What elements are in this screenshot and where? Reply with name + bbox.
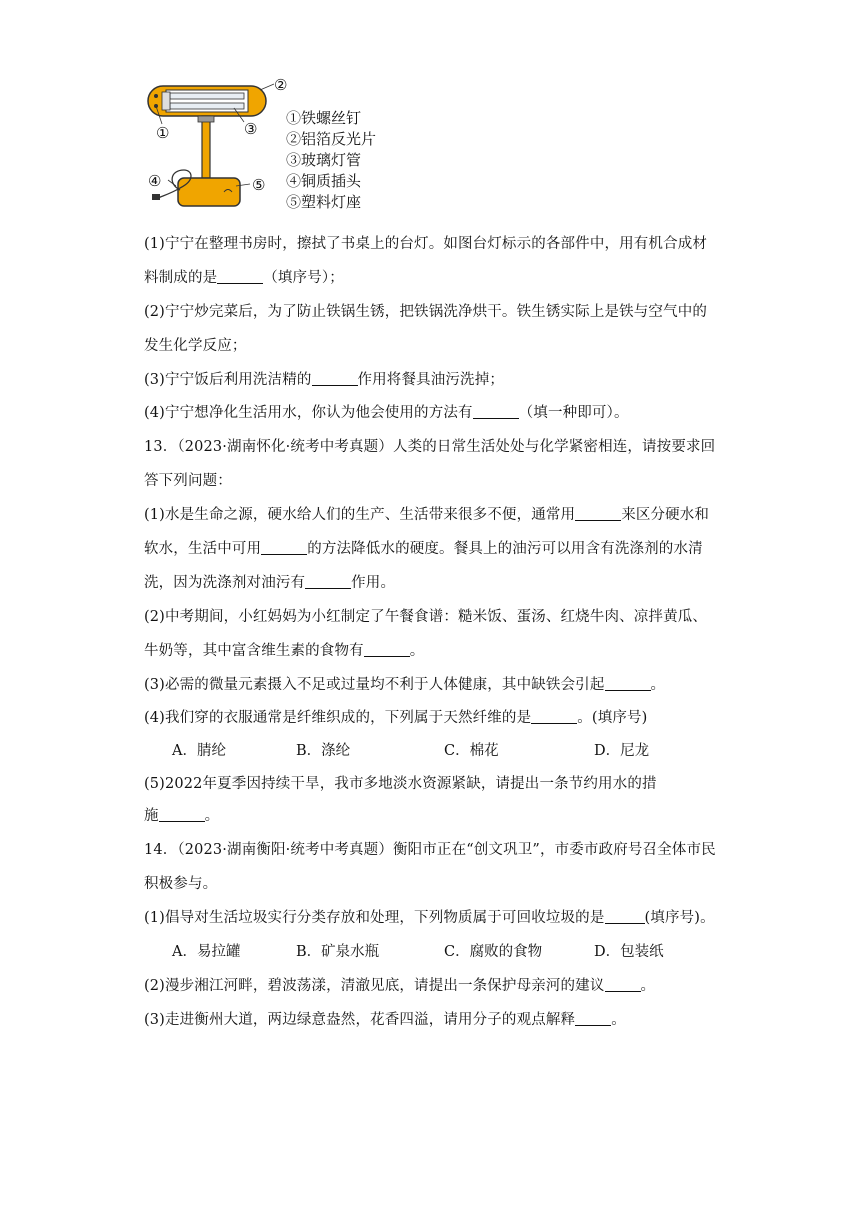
answer-blank[interactable] (364, 642, 410, 657)
q12-part2-line1: (2)宁宁炒完菜后，为了防止铁锅生锈，把铁锅洗净烘干。铁生锈实际上是铁与空气中的 (144, 304, 708, 320)
q13-option-c[interactable]: C．棉花 (444, 743, 499, 759)
q13-part3: (3)必需的微量元素摄入不足或过量均不利于人体健康，其中缺铁会引起 。 (144, 677, 666, 693)
q13-part1-line1: (1)水是生命之源，硬水给人们的生产、生活带来很多不便，通常用 来区分硬水和 (144, 507, 710, 523)
q13-option-d[interactable]: D．尼龙 (594, 743, 650, 759)
answer-blank[interactable] (605, 977, 641, 992)
answer-blank[interactable] (261, 540, 307, 555)
q14-part2: (2)漫步湘江河畔，碧波荡漾，清澈见底，请提出一条保护母亲河的建议 。 (144, 978, 656, 994)
callout-4: ④ (148, 172, 162, 190)
answer-blank[interactable] (312, 371, 358, 386)
callout-5: ⑤ (252, 176, 266, 194)
answer-blank[interactable] (217, 269, 263, 284)
q12-part1-line1: (1)宁宁在整理书房时，擦拭了书桌上的台灯。如图台灯标示的各部件中，用有机合成材 (144, 236, 708, 252)
q14-part1: (1)倡导对生活垃圾实行分类存放和处理，下列物质属于可回收垃圾的是 (填序号)。 (144, 910, 715, 926)
answer-blank[interactable] (575, 506, 621, 521)
q12-part3: (3)宁宁饭后利用洗洁精的 作用将餐具油污洗掉； (144, 372, 504, 388)
answer-blank[interactable] (159, 807, 205, 822)
q13-part1-line2: 软水，生活中可用 的方法降低水的硬度。餐具上的油污可以用含有洗涤剂的水清 (144, 541, 703, 557)
q13-part4: (4)我们穿的衣服通常是纤维织成的，下列属于天然纤维的是 。(填序号) (144, 710, 648, 726)
q13-part2-line2: 牛奶等，其中富含维生素的食物有 。 (144, 643, 425, 659)
q13-heading-line2: 答下列问题： (144, 473, 232, 489)
answer-blank[interactable] (473, 404, 519, 419)
legend-item: ①铁螺丝钉 (286, 109, 362, 127)
answer-blank[interactable] (605, 676, 651, 691)
q12-part4: (4)宁宁想净化生活用水，你认为他会使用的方法有 （填一种即可）。 (144, 405, 629, 421)
callout-3: ③ (244, 120, 258, 138)
legend-item: ⑤塑料灯座 (286, 193, 362, 211)
figure-legend (286, 108, 376, 213)
q13-part5-line1: (5)2022年夏季因持续干旱，我市多地淡水资源紧缺，请提出一条节约用水的措 (144, 776, 657, 792)
q13-heading-line1: 13．（2023·湖南怀化·统考中考真题）人类的日常生活处处与化学紧密相连，请按要求回 (144, 439, 716, 455)
q14-option-b[interactable]: B．矿泉水瓶 (296, 944, 380, 960)
q14-option-d[interactable]: D．包装纸 (594, 944, 664, 960)
q14-heading-line1: 14．（2023·湖南衡阳·统考中考真题）衡阳市正在“创文巩卫”，市委市政府号召全体市民 (144, 842, 716, 858)
legend-item: ④铜质插头 (286, 172, 362, 190)
q14-heading-line2: 积极参与。 (144, 876, 218, 892)
callout-1: ① (156, 124, 170, 142)
legend-item: ②铝箔反光片 (286, 130, 377, 148)
q12-part1-line2: 料制成的是 （填序号）； (144, 270, 344, 286)
q13-option-a[interactable]: A．腈纶 (172, 743, 226, 759)
answer-blank[interactable] (575, 1011, 611, 1026)
q14-part3: (3)走进衡州大道，两边绿意盎然，花香四溢，请用分子的观点解释 。 (144, 1012, 626, 1028)
answer-blank[interactable] (305, 574, 351, 589)
answer-blank[interactable] (531, 709, 577, 724)
answer-blank[interactable] (605, 909, 645, 924)
q12-part2-line2: 发生化学反应； (144, 338, 247, 354)
q14-option-a[interactable]: A．易拉罐 (172, 944, 241, 960)
q13-part1-line3: 洗，因为洗涤剂对油污有 作用。 (144, 575, 396, 591)
q13-part2-line1: (2)中考期间，小红妈妈为小红制定了午餐食谱：糙米饭、蛋汤、红烧牛肉、凉拌黄瓜、 (144, 609, 708, 625)
callout-2: ② (274, 76, 288, 94)
q13-option-b[interactable]: B．涤纶 (296, 743, 351, 759)
q14-option-c[interactable]: C．腐败的食物 (444, 944, 543, 960)
q13-part5-line2: 施 。 (144, 808, 220, 824)
legend-item: ③玻璃灯管 (286, 151, 362, 169)
